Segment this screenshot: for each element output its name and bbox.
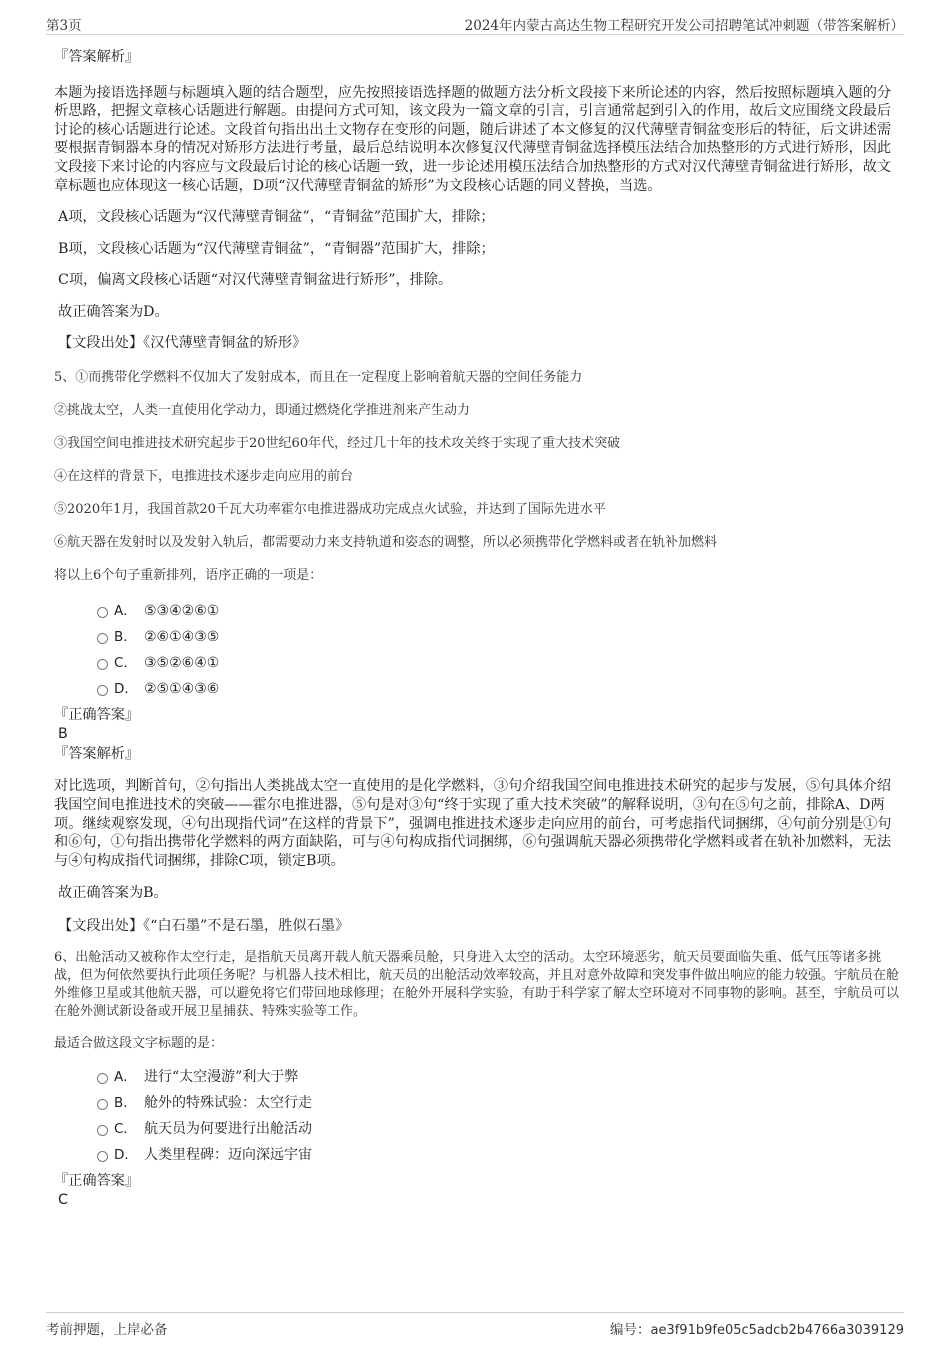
radio-icon[interactable] [97,607,108,618]
document-title: 2024年内蒙古高达生物工程研究开发公司招聘笔试冲刺题（带答案解析） [464,18,904,34]
q5-sentence-4: ④在这样的背景下，电推进技术逐步走向应用的前台 [54,469,354,485]
radio-icon[interactable] [97,633,108,644]
option-key: D． [114,1147,138,1164]
q4-option-a-note: A项，文段核心话题为“汉代薄壁青铜盆”，“青铜盆”范围扩大，排除； [58,209,495,226]
q6-correct-label: 『正确答案』 [54,1173,140,1190]
option-key: C． [114,655,137,672]
q4-analysis-label: 『答案解析』 [54,49,140,65]
option-text: ③⑤②⑥④① [144,655,220,672]
q6-prompt: 最适合做这段文字标题的是： [54,1036,224,1052]
q4-analysis-paragraph: 本题为接语选择题与标题填入题的结合题型，应先按照接语选择题的做题方法分析文段接下来所论述的内容，然后按照标题填入题的分析思路，把握文章核心话题进行解题。由提问方式可知，该文段为一篇文章的引言，引言通常起到引入的作用，故后文应围绕文段最后讨论的核心话题进行论述。文段首句指出出土文物存在变形的问题，随后讲述了本文修复的汉代薄壁青铜盆变形后的特征，后文讲述需要根据青铜器本身的情况对矫形方法进行考量，最后总结说明本次修复汉代薄壁青铜盆选择模压法结合加热整形的方式进行矫形，因此文段接下来讨论的内容应与文段最后讨论的核心话题一致，进一步论述用模压法结合加热整形的方式对汉代薄壁青铜盆进行矫形，故文章标题也应体现这一核心话题，D项“汉代薄壁青铜盆的矫形”为文段核心话题的同义替换，当选。 [54,84,892,194]
q4-conclusion: 故正确答案为D。 [58,303,169,320]
page-header [46,14,904,35]
q5-analysis-label: 『答案解析』 [54,745,140,762]
q6-option-d[interactable] [54,1142,900,1168]
option-key: A． [114,603,137,620]
q5-option-a[interactable] [54,598,900,624]
footer-slogan: 考前押题，上岸必备 [46,1322,168,1338]
document-code-value: ae3f91b9fe05c5adcb2b4766a3039129 [650,1323,904,1338]
q6-option-c[interactable] [54,1116,900,1142]
q4-source: 【文段出处】《汉代薄壁青铜盆的矫形》 [58,334,307,351]
option-text: 舱外的特殊试验：太空行走 [144,1095,312,1112]
q6-correct-answer: C [58,1192,68,1209]
q5-correct-label: 『正确答案』 [54,707,140,724]
radio-icon[interactable] [97,1125,108,1136]
q5-sentence-2: ②挑战太空，人类一直使用化学动力，即通过燃烧化学推进剂来产生动力 [54,403,471,419]
q5-source: 【文段出处】《“白石墨”不是石墨，胜似石墨》 [58,917,350,934]
option-text: 进行“太空漫游”利大于弊 [144,1069,299,1086]
page-number: 第3页 [46,18,82,34]
option-key: C． [114,1121,137,1138]
q5-options [54,598,900,702]
radio-icon[interactable] [97,659,108,670]
q4-option-b-note: B项，文段核心话题为“汉代薄壁青铜盆”，“青铜器”范围扩大，排除； [58,240,495,257]
radio-icon[interactable] [97,1151,108,1162]
q5-option-b[interactable] [54,624,900,650]
option-key: B． [114,1095,137,1112]
q5-conclusion: 故正确答案为B。 [58,885,168,902]
radio-icon[interactable] [97,1073,108,1084]
option-text: ②⑥①④③⑤ [144,629,220,646]
radio-icon[interactable] [97,685,108,696]
q6-option-a[interactable] [54,1064,900,1090]
page-footer [46,1312,904,1337]
q6-option-b[interactable] [54,1090,900,1116]
radio-icon[interactable] [97,1099,108,1110]
q6-stem: 6、出舱活动又被称作太空行走，是指航天员离开载人航天器乘员舱，只身进入太空的活动。太空环境恶劣，航天员要面临失重、低气压等诸多挑战，但为何依然要执行此项任务呢？与机器人技术相比，航天员的出舱活动效率较高，并且对意外故障和突发事件做出响应的能力较强。宇航员在舱外维修卫星或其他航天器，可以避免将它们带回地球修理；在舱外开展科学实验，有助于科学家了解太空环境对不同事物的影响。甚至，宇航员可以在舱外测试新设备或开展卫星捕获、特殊实验等工作。 [54,950,900,1020]
q5-analysis-paragraph: 对比选项，判断首句，②句指出人类挑战太空一直使用的是化学燃料，③句介绍我国空间电推进技术研究的起步与发展，⑤句具体介绍我国空间电推进技术的突破——霍尔电推进器，⑤句是对③句“终于实现了重大技术突破”的解释说明，③句在⑤句之前，排除A、D两项。继续观察发现，④句出现指代词“在这样的背景下”，强调电推进技术逐步走向应用的前台，可考虑指代词捆绑，④句前分别是①句和⑥句，①句指出携带化学燃料的两方面缺陷，可与④句构成指代词捆绑，⑥句强调航天器必须携带化学燃料或者在轨补加燃料，无法与④句构成指代词捆绑，排除C项，锁定B项。 [54,778,892,869]
option-key: A． [114,1069,137,1086]
option-text: 人类里程碑：迈向深远宇宙 [144,1147,312,1164]
q5-correct-answer: B [58,725,68,742]
document-code [610,1318,904,1338]
q5-sentence-5: ⑤2020年1月，我国首款20千瓦大功率霍尔电推进器成功完成点火试验，并达到了国际先进水平 [54,502,606,518]
option-key: B． [114,629,137,646]
q5-sentence-1: 5、①而携带化学燃料不仅加大了发射成本，而且在一定程度上影响着航天器的空间任务能力 [54,370,583,386]
document-body [54,44,900,1209]
q6-options [54,1064,900,1168]
document-code-label: 编号： [610,1322,651,1338]
q5-sentence-6: ⑥航天器在发射时以及发射入轨后，都需要动力来支持轨道和姿态的调整，所以必须携带化学燃料或者在轨补加燃料 [54,535,718,551]
option-text: 航天员为何要进行出舱活动 [144,1121,312,1138]
q5-sentence-3: ③我国空间电推进技术研究起步于20世纪60年代，经过几十年的技术攻关终于实现了重大技术突破 [54,436,621,452]
q5-option-d[interactable] [54,676,900,702]
option-text: ⑤③④②⑥① [144,603,220,620]
q4-option-c-note: C项，偏离文段核心话题“对汉代薄壁青铜盆进行矫形”，排除。 [58,272,453,289]
option-text: ②⑤①④③⑥ [144,681,220,698]
q5-option-c[interactable] [54,650,900,676]
option-key: D． [114,681,138,698]
q5-prompt: 将以上6个句子重新排列，语序正确的一项是： [54,568,323,584]
